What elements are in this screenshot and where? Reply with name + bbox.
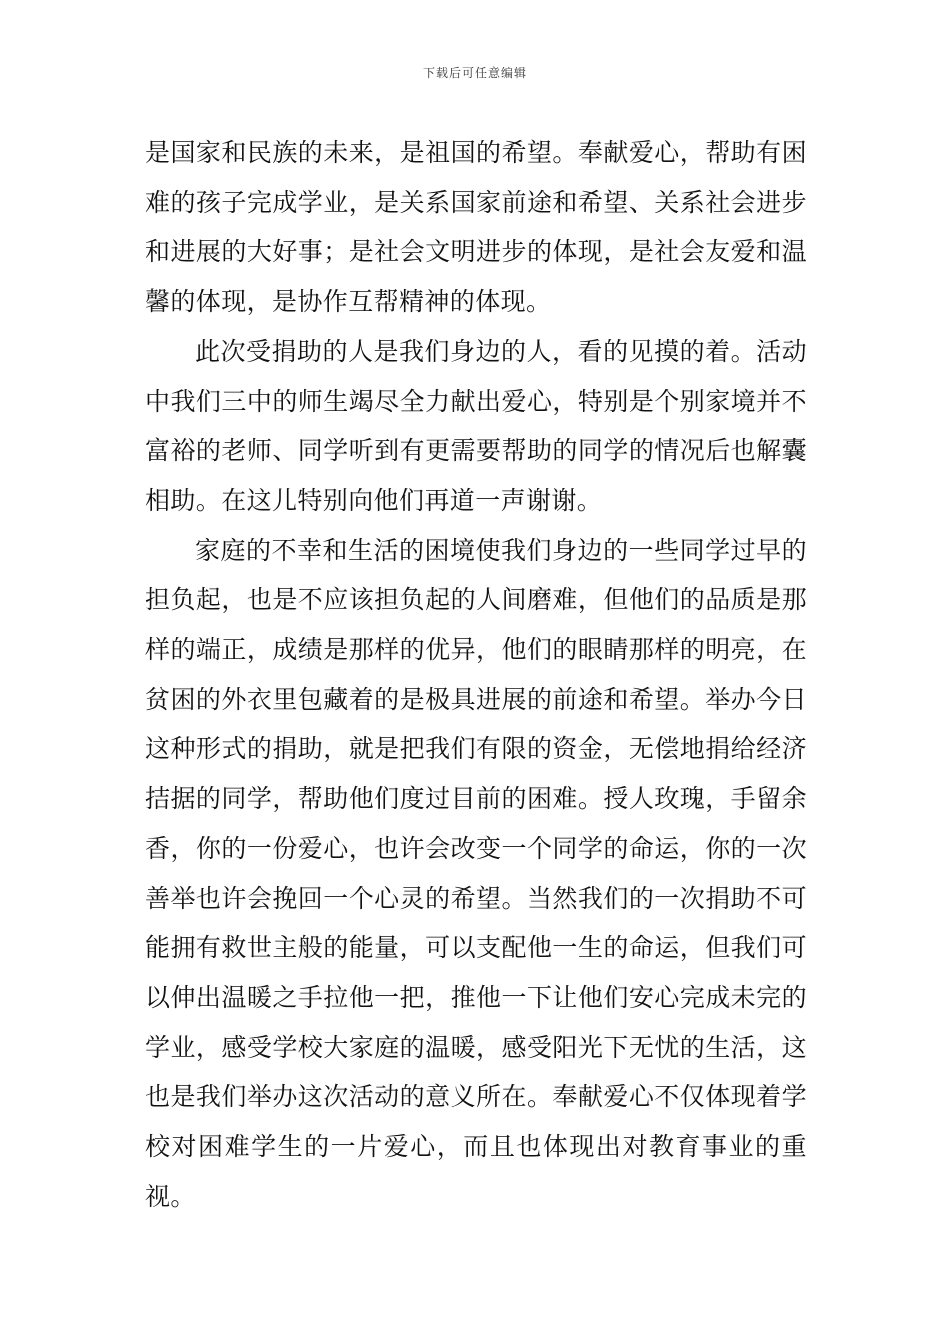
page-header: 下载后可任意编辑 xyxy=(422,66,527,80)
paragraph-2: 此次受捐助的人是我们身边的人，看的见摸的着。活动中我们三中的师生竭尽全力献出爱心，特别是个别家境并不富裕的老师、同学听到有更需要帮助的同学的情况后也解囊相助。在这儿特别向他们再道一声谢谢。 xyxy=(145,336,807,515)
paragraph-1: 是国家和民族的未来，是祖国的希望。奉献爱心，帮助有困难的孩子完成学业，是关系国家前途和希望、关系社会进步和进展的大好事；是社会文明进步的体现，是社会友爱和温馨的体现，是协作互帮精神的体现。 xyxy=(145,138,807,317)
document-body xyxy=(145,128,807,1221)
paragraph-3: 家庭的不幸和生活的困境使我们身边的一些同学过早的担负起，也是不应该担负起的人间磨难，但他们的品质是那样的端正，成绩是那样的优异，他们的眼睛那样的明亮，在贫困的外衣里包藏着的是极具进展的前途和希望。举办今日这种形式的捐助，就是把我们有限的资金，无偿地捐给经济拮据的同学，帮助他们度过目前的困难。授人玫瑰，手留余香，你的一份爱心，也许会改变一个同学的命运，你的一次善举也许会挽回一个心灵的希望。当然我们的一次捐助不可能拥有救世主般的能量，可以支配他一生的命运，但我们可以伸出温暖之手拉他一把，推他一下让他们安心完成未完的学业，感受学校大家庭的温暖，感受阳光下无忧的生活，这也是我们举办这次活动的意义所在。奉献爱心不仅体现着学校对困难学生的一片爱心，而且也体现出对教育事业的重视。 xyxy=(145,535,807,1211)
